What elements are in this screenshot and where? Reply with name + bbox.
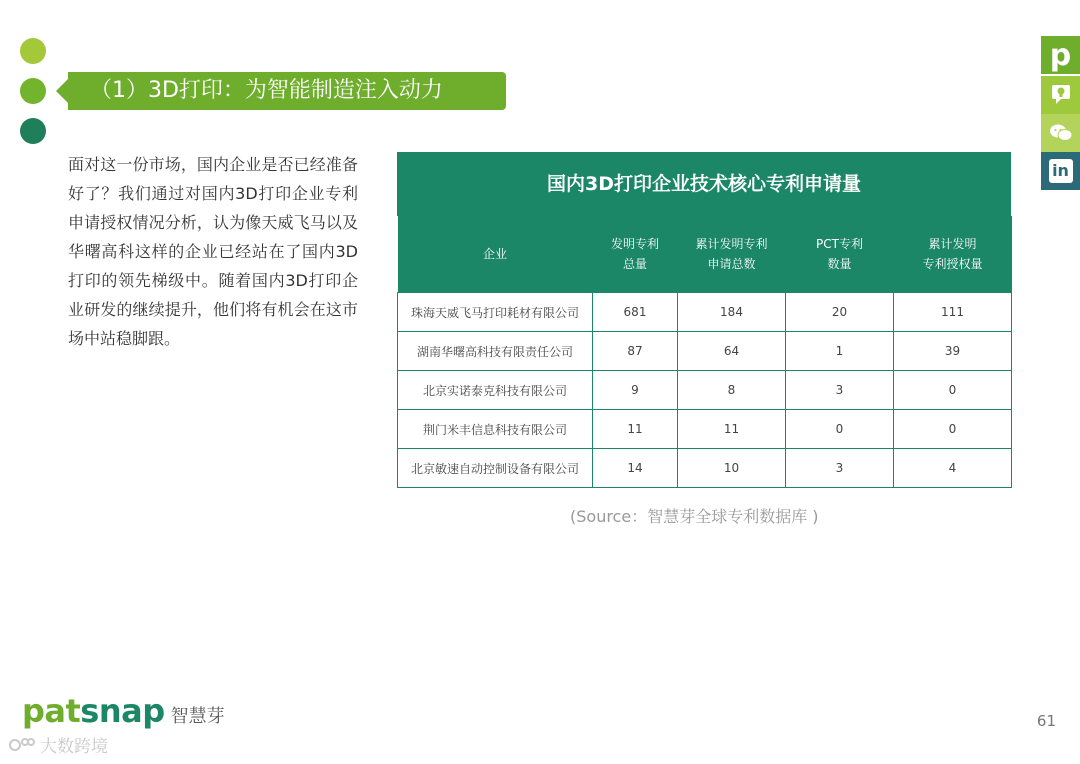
p-logo-button[interactable] bbox=[1041, 36, 1080, 74]
table-header-cell bbox=[786, 216, 894, 293]
value-cell: 681 bbox=[593, 293, 678, 332]
value-cell: 64 bbox=[678, 332, 786, 371]
linkedin-icon: in bbox=[1041, 152, 1080, 190]
logo-wordmark bbox=[22, 692, 165, 730]
company-cell: 北京实诺泰克科技有限公司 bbox=[398, 371, 593, 410]
decor-dot-dark bbox=[20, 118, 46, 144]
table-row bbox=[398, 332, 1012, 371]
idea-icon bbox=[1041, 76, 1080, 114]
value-cell: 4 bbox=[894, 449, 1012, 488]
table-row bbox=[398, 293, 1012, 332]
value-cell: 20 bbox=[786, 293, 894, 332]
value-cell: 39 bbox=[894, 332, 1012, 371]
header-line: 总量 bbox=[622, 257, 647, 271]
value-cell: 3 bbox=[786, 449, 894, 488]
table-row bbox=[398, 371, 1012, 410]
logo-word-b: snap bbox=[80, 692, 165, 730]
watermark bbox=[8, 732, 108, 757]
value-cell: 9 bbox=[593, 371, 678, 410]
value-cell: 0 bbox=[894, 410, 1012, 449]
watermark-icon bbox=[8, 736, 36, 754]
wechat-icon bbox=[1041, 114, 1080, 152]
section-title: （1）3D打印：为智能制造注入动力 bbox=[68, 72, 506, 110]
header-line: 数量 bbox=[827, 257, 852, 271]
value-cell: 184 bbox=[678, 293, 786, 332]
company-cell: 湖南华曙高科技有限责任公司 bbox=[398, 332, 593, 371]
header-line: 累计发明 bbox=[928, 237, 977, 251]
header-line: PCT专利 bbox=[816, 237, 863, 251]
table-row bbox=[398, 410, 1012, 449]
company-cell: 北京敏速自动控制设备有限公司 bbox=[398, 449, 593, 488]
table-header-cell bbox=[894, 216, 1012, 293]
value-cell: 1 bbox=[786, 332, 894, 371]
company-cell: 荆门米丰信息科技有限公司 bbox=[398, 410, 593, 449]
value-cell: 3 bbox=[786, 371, 894, 410]
p-logo-icon: p bbox=[1049, 37, 1072, 73]
patent-table bbox=[397, 216, 1012, 488]
header-line: 企业 bbox=[482, 247, 507, 261]
body-paragraph: 面对这一份市场，国内企业是否已经准备好了？我们通过对国内3D打印企业专利申请授权情况分析，认为像天威飞马以及华曙高科这样的企业已经站在了国内3D打印的领先梯级中。随着国内3D打印企业研发的继续提升，他们将有机会在这市场中站稳脚跟。 bbox=[68, 155, 358, 348]
header-line: 专利授权量 bbox=[922, 257, 983, 271]
logo-cn: 智慧芽 bbox=[170, 706, 225, 727]
company-cell: 珠海天威飞马打印耗材有限公司 bbox=[398, 293, 593, 332]
wechat-button[interactable] bbox=[1041, 114, 1080, 152]
decor-dot-light bbox=[20, 38, 46, 64]
table-row bbox=[398, 449, 1012, 488]
value-cell: 87 bbox=[593, 332, 678, 371]
value-cell: 111 bbox=[894, 293, 1012, 332]
logo-word-a: pat bbox=[22, 692, 81, 730]
table-header-cell bbox=[593, 216, 678, 293]
header-line: 发明专利 bbox=[610, 237, 659, 251]
watermark-text: 大数跨境 bbox=[40, 737, 108, 757]
linkedin-button[interactable] bbox=[1041, 152, 1080, 190]
value-cell: 0 bbox=[894, 371, 1012, 410]
value-cell: 11 bbox=[593, 410, 678, 449]
value-cell: 10 bbox=[678, 449, 786, 488]
table-title: 国内3D打印企业技术核心专利申请量 bbox=[397, 152, 1011, 216]
decor-dot-mid bbox=[20, 78, 46, 104]
value-cell: 8 bbox=[678, 371, 786, 410]
patsnap-logo bbox=[22, 692, 225, 730]
header-line: 申请总数 bbox=[707, 257, 756, 271]
table-header-cell bbox=[678, 216, 786, 293]
value-cell: 0 bbox=[786, 410, 894, 449]
source-note: (Source：智慧芽全球专利数据库 ) bbox=[570, 507, 819, 526]
value-cell: 14 bbox=[593, 449, 678, 488]
page-number: 61 bbox=[1036, 712, 1056, 730]
table-header-cell bbox=[398, 216, 593, 293]
table-header-row bbox=[398, 216, 1012, 293]
idea-button[interactable] bbox=[1041, 76, 1080, 114]
header-line: 累计发明专利 bbox=[695, 237, 768, 251]
value-cell: 11 bbox=[678, 410, 786, 449]
patent-table-card bbox=[397, 152, 1011, 488]
